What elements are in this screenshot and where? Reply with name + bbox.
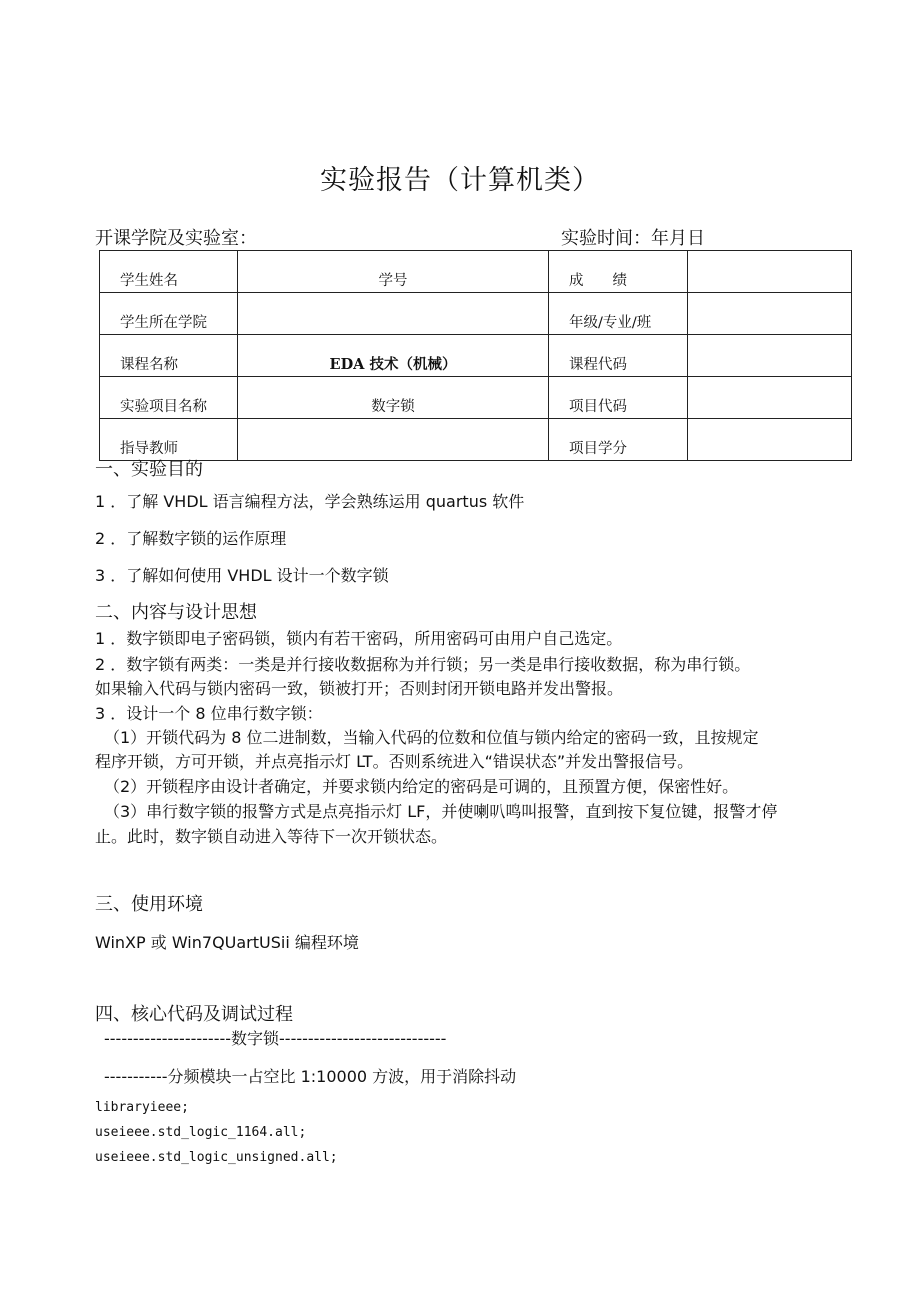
student-info-table — [99, 250, 852, 461]
section-heading: 一、实验目的 — [95, 459, 203, 480]
table-row — [100, 335, 852, 377]
table-cell — [238, 419, 549, 461]
paragraph-line: （2）开锁程序由设计者确定，并要求锁内给定的密码是可调的，且预置方便，保密性好。 — [104, 777, 739, 796]
paragraph-line: 2 ．数字锁有两类：一类是并行接收数据称为并行锁；另一类是串行接收数据，称为串行锁。 — [95, 655, 751, 674]
project-name-value: 数字锁 — [238, 377, 549, 419]
table-cell: 学生姓名 — [100, 251, 238, 293]
table-row — [100, 419, 852, 461]
paragraph-line: （3）串行数字锁的报警方式是点亮指示灯 LF，并使喇叭鸣叫报警，直到按下复位键，报警才停 — [104, 802, 778, 821]
code-line: libraryieee; — [95, 1100, 189, 1115]
code-line: useieee.std_logic_1164.all; — [95, 1125, 307, 1140]
paragraph-line: （1）开锁代码为 8 位二进制数，当输入代码的位数和位值与锁内给定的密码一致，且按规定 — [104, 728, 759, 747]
experiment-time-label: 实验时间：年月日 — [561, 228, 705, 249]
code-comment: -----------分频模块一占空比 1:10000 方波，用于消除抖动 — [104, 1067, 517, 1086]
list-item: 1 ．了解 VHDL 语言编程方法，学会熟练运用 quartus 软件 — [95, 492, 525, 511]
environment-text: WinXP 或 Win7QUartUSii 编程环境 — [95, 933, 359, 952]
paragraph-line: 程序开锁，方可开锁，并点亮指示灯 LT。否则系统进入“错误状态”并发出警报信号。 — [95, 752, 694, 771]
section-heading: 三、使用环境 — [95, 894, 203, 915]
table-cell — [688, 251, 852, 293]
paragraph-line: 止。此时，数字锁自动进入等待下一次开锁状态。 — [95, 827, 448, 846]
table-cell: 学生所在学院 — [100, 293, 238, 335]
table-cell: 年级/专业/班 — [549, 293, 688, 335]
code-comment: ----------------------数字锁----------------------------- — [104, 1029, 447, 1048]
paragraph-line: 3 ．设计一个 8 位串行数字锁： — [95, 704, 323, 723]
table-cell — [688, 419, 852, 461]
code-line: useieee.std_logic_unsigned.all; — [95, 1150, 338, 1165]
table-cell — [238, 293, 549, 335]
table-cell: 项目代码 — [549, 377, 688, 419]
table-row — [100, 251, 852, 293]
paragraph-line: 如果输入代码与锁内密码一致，锁被打开；否则封闭开锁电路并发出警报。 — [95, 679, 624, 698]
course-name-value: EDA 技术（机械） — [238, 335, 549, 377]
table-cell — [688, 377, 852, 419]
paragraph-line: 1 ．数字锁即电子密码锁，锁内有若干密码，所用密码可由用户自己选定。 — [95, 629, 623, 648]
table-cell — [688, 293, 852, 335]
table-cell: 课程代码 — [549, 335, 688, 377]
section-heading: 四、核心代码及调试过程 — [95, 1004, 293, 1025]
table-cell: 课程名称 — [100, 335, 238, 377]
table-cell: 实验项目名称 — [100, 377, 238, 419]
list-item: 2 ．了解数字锁的运作原理 — [95, 529, 287, 548]
table-row — [100, 293, 852, 335]
table-row — [100, 377, 852, 419]
table-cell — [688, 335, 852, 377]
page-title: 实验报告（计算机类） — [320, 165, 600, 196]
college-lab-label: 开课学院及实验室： — [95, 228, 257, 249]
section-heading: 二、内容与设计思想 — [95, 602, 257, 623]
table-cell: 成 绩 — [549, 251, 688, 293]
table-cell: 项目学分 — [549, 419, 688, 461]
table-cell: 指导教师 — [100, 419, 238, 461]
table-cell: 学号 — [238, 251, 549, 293]
list-item: 3 ．了解如何使用 VHDL 设计一个数字锁 — [95, 566, 389, 585]
